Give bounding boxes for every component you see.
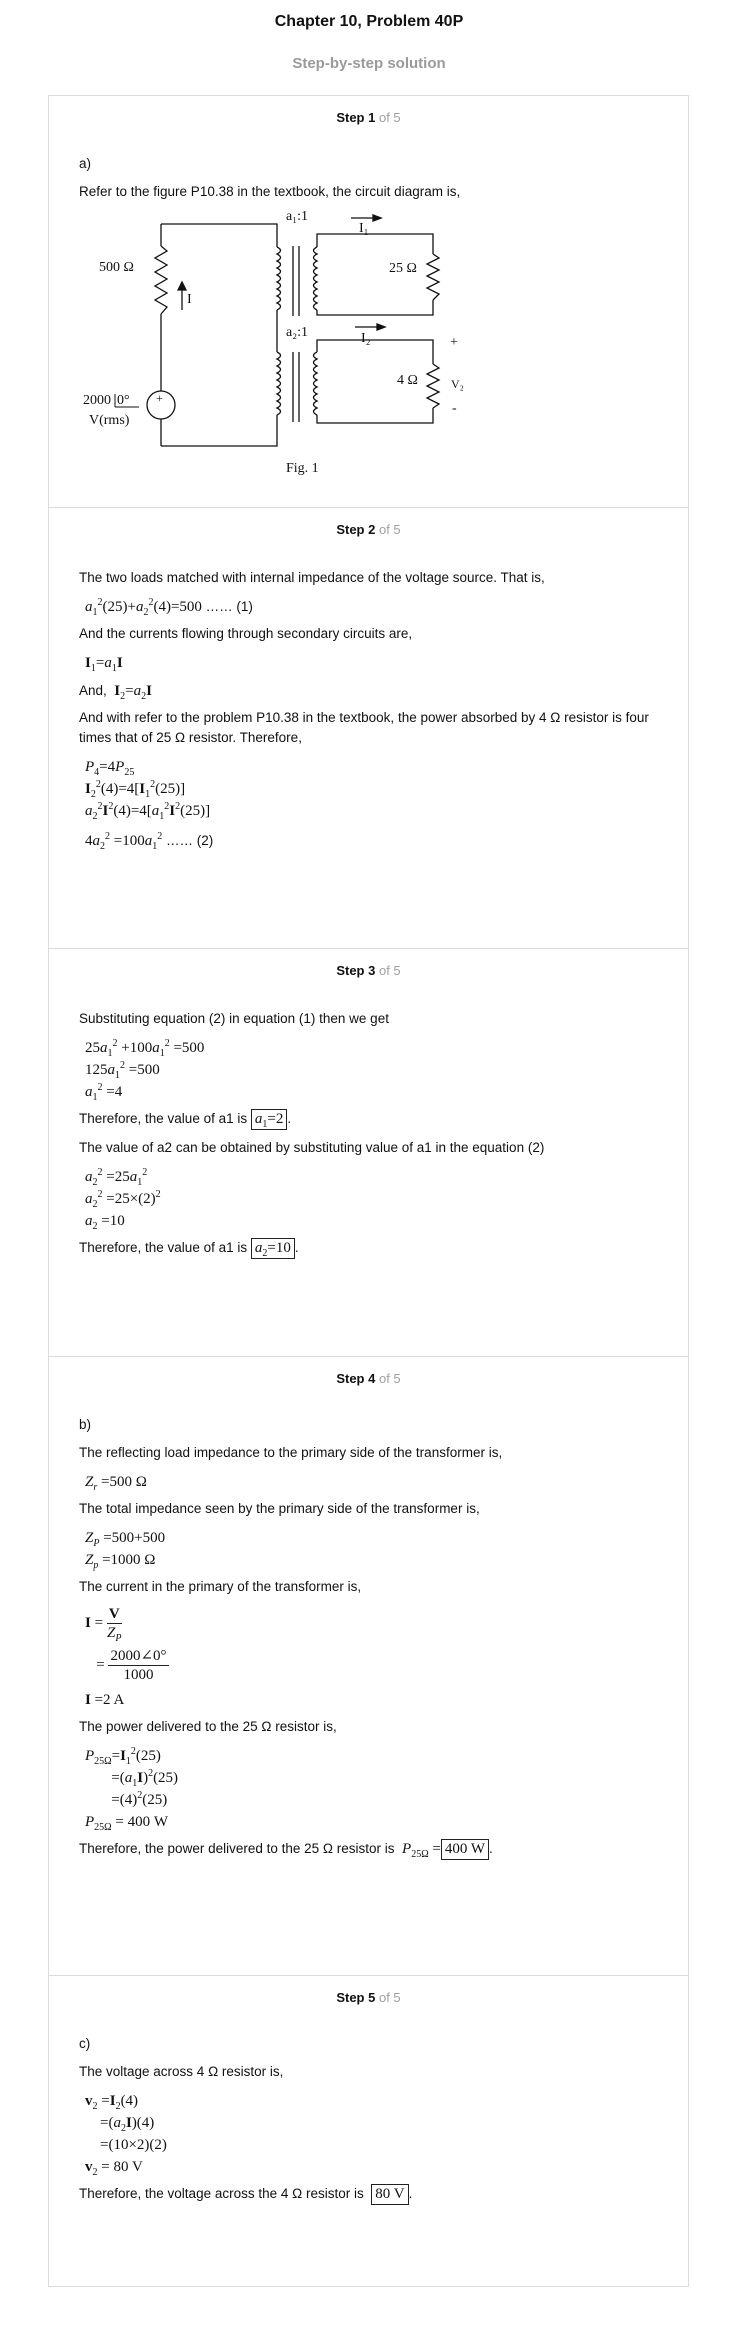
power-25-equations: $P_{25\Omega}=I_1^2(25)$ $=(a_1I)^2(25)$ $=(4)^2(25)$ $P_{25\Omega} = 400$ W bbox=[85, 1746, 179, 1833]
step-1-heading bbox=[49, 96, 688, 130]
step-4-text-3: The current in the primary of the transformer is, bbox=[79, 1579, 362, 1594]
label-ratio-a2: a₂:1 bbox=[286, 325, 308, 340]
voltage-equations: $v_2 =I_2(4)$ $=(a_2I)(4)$ =(10×2)(2) $v_2 = 80$ V bbox=[85, 2093, 167, 2178]
label-source-unit: V(rms) bbox=[89, 413, 130, 428]
step-3-text-4: Therefore, the value of a1 is $a_2=10$ . bbox=[79, 1240, 299, 1259]
total-impedance: $Z_P =500+500$ $Z_p =1000$ Ω bbox=[85, 1530, 166, 1571]
a2-equations: $a_2^2 =25a_1^2$ $a_2^2 =25\times(2)^2$ $a_2 =10$ bbox=[85, 1167, 161, 1232]
page-title: Chapter 10, Problem 40P bbox=[274, 13, 464, 30]
step-4-text-5-label: Therefore, the power delivered to the 25 Ω resistor is bbox=[79, 1841, 395, 1856]
part-c-label: c) bbox=[79, 2036, 91, 2051]
label-plus: + bbox=[450, 335, 458, 350]
step-3-of: of 5 bbox=[378, 963, 401, 978]
label-source-plus: + bbox=[156, 391, 163, 405]
step-4-label: Step 4 bbox=[336, 1371, 376, 1386]
step-2-heading bbox=[49, 508, 688, 542]
answer-voltage-box: 80 V bbox=[371, 2184, 408, 2205]
label-current-i1: I₁ bbox=[359, 221, 369, 236]
equation-1: $a_1^2(25)+a_2^2(4)=500$ …… (1) bbox=[85, 597, 253, 618]
circuit-diagram bbox=[79, 209, 479, 476]
label-25-ohm: 25 Ω bbox=[389, 261, 417, 276]
step-2-card bbox=[48, 507, 689, 948]
label-500-ohm: 500 Ω bbox=[99, 260, 134, 275]
step-2-text-3: And with refer to the problem P10.38 in the textbook, the power absorbed by 4 Ω resistor is four times that of 25 Ω resistor. Therefore, bbox=[79, 710, 649, 745]
answer-a2-box: $a_2=10$ bbox=[251, 1238, 295, 1259]
label-current-i2: I₂ bbox=[361, 331, 371, 346]
step-1-of: of 5 bbox=[378, 110, 401, 125]
step-3-heading bbox=[49, 949, 688, 983]
part-b-label: b) bbox=[79, 1417, 92, 1432]
part-a-label: a) bbox=[79, 156, 92, 171]
step-3-label: Step 3 bbox=[336, 963, 376, 978]
primary-current: I = $\frac{V}{Z_P}$ = $\frac{2000\angle 0^\circ}{1000}$ I =2 A bbox=[85, 1606, 167, 1708]
step-4-text-4: The power delivered to the 25 Ω resistor is, bbox=[79, 1719, 337, 1734]
step-4-text-1: The reflecting load impedance to the primary side of the transformer is, bbox=[79, 1445, 503, 1460]
label-source-value: 2000 bbox=[83, 393, 111, 408]
step-5-card bbox=[48, 1975, 689, 2287]
label-source-angle: 0° bbox=[117, 393, 130, 408]
step-3-text-2-label: Therefore, the value of a1 is bbox=[79, 1111, 248, 1126]
step-3-text-1: Substituting equation (2) in equation (1) then we get bbox=[79, 1011, 389, 1026]
step-3-text-3: The value of a2 can be obtained by substituting value of a1 in the equation (2) bbox=[79, 1140, 545, 1155]
step-5-of: of 5 bbox=[378, 1990, 401, 2005]
reflected-impedance: $Z_r =500$ Ω bbox=[85, 1474, 147, 1493]
page-subtitle: Step-by-step solution bbox=[292, 55, 446, 72]
answer-a1-box: $a_1=2$ bbox=[251, 1109, 287, 1130]
step-3-text-2: Therefore, the value of a1 is $a_1=2$ . bbox=[79, 1111, 292, 1130]
substitution-equations: $25a_1^2 +100a_1^2 =500$ $125a_1^2 =500$ $a_1^2 =4$ bbox=[85, 1038, 205, 1103]
step-4-card bbox=[48, 1356, 689, 1975]
step-4-of: of 5 bbox=[378, 1371, 401, 1386]
step-3-text-4-label: Therefore, the value of a1 is bbox=[79, 1240, 248, 1255]
step-4-heading bbox=[49, 1357, 688, 1391]
step-2-label: Step 2 bbox=[336, 522, 376, 537]
step-5-label: Step 5 bbox=[336, 1990, 376, 2005]
equation-2-ref: …… (2) bbox=[165, 833, 214, 848]
and-label: And, bbox=[79, 683, 107, 698]
step-1-card bbox=[48, 95, 689, 507]
step-2-text-2: And the currents flowing through secondary circuits are, bbox=[79, 626, 413, 641]
step-5-text-2: Therefore, the voltage across the 4 Ω resistor is 80 V . bbox=[79, 2184, 658, 2205]
step-1-intro: Refer to the figure P10.38 in the textbook, the circuit diagram is, bbox=[79, 184, 461, 199]
step-1-label: Step 1 bbox=[336, 110, 376, 125]
label-minus: - bbox=[452, 401, 457, 416]
equation-1-ref: …… (1) bbox=[205, 599, 253, 614]
step-2-text-1: The two loads matched with internal impedance of the voltage source. That is, bbox=[79, 570, 545, 585]
label-v2: V₂ bbox=[451, 377, 464, 391]
step-3-card bbox=[48, 948, 689, 1356]
power-equations: $P_4=4P_{25}$ $I_2^2(4)=4[I_1^2(25)]$ $a_2^2I^2(4)=4[a_1^2I^2(25)]$ $4a_2^2 =100a_1^2$ …… (2) bbox=[85, 759, 214, 852]
label-4-ohm: 4 Ω bbox=[397, 373, 418, 388]
step-5-text-2-label: Therefore, the voltage across the 4 Ω resistor is bbox=[79, 2186, 364, 2201]
step-4-text-2: The total impedance seen by the primary side of the transformer is, bbox=[79, 1501, 480, 1516]
step-4-text-5: Therefore, the power delivered to the 25 Ω resistor is $P_{25\Omega} = 400$ W . bbox=[79, 1841, 493, 1860]
label-ratio-a1: a₁:1 bbox=[286, 209, 308, 224]
equation-i2: And, $I_2=a_2I$ bbox=[79, 683, 152, 702]
equation-i1: $I_1=a_1I$ bbox=[85, 655, 123, 674]
step-2-of: of 5 bbox=[378, 522, 401, 537]
answer-power-box: 400 W bbox=[441, 1839, 489, 1860]
step-5-heading bbox=[49, 1976, 688, 2010]
figure-caption: Fig. 1 bbox=[286, 461, 319, 476]
label-current-primary: I bbox=[187, 292, 192, 307]
step-5-text-1: The voltage across 4 Ω resistor is, bbox=[79, 2064, 284, 2079]
